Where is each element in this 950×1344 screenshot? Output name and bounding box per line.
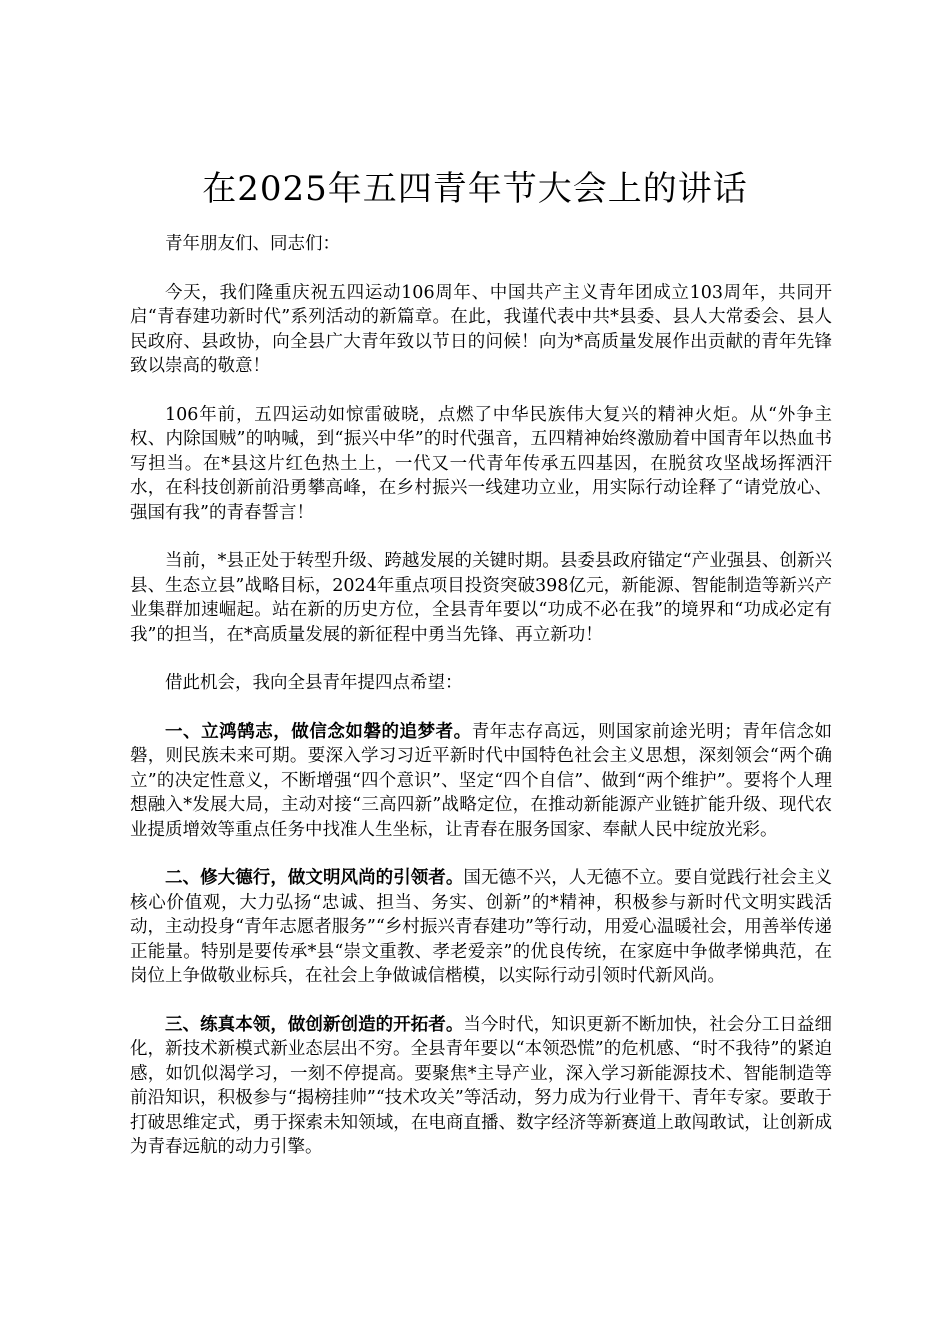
paragraph-opening bbox=[130, 281, 832, 379]
paragraph-hopes-intro bbox=[130, 671, 832, 696]
document-title: 在2025年五四青年节大会上的讲话 bbox=[202, 169, 748, 209]
paragraph-lead: 一、立鸿鹄志，做信念如磐的追梦者。 bbox=[165, 721, 472, 742]
paragraph-lead: 二、修大德行，做文明风尚的引领者。 bbox=[165, 868, 464, 888]
paragraph-text: 今天，我们隆重庆祝五四运动106周年、中国共产主义青年团成立103周年，共同开启“青春建功新时代”系列活动的新篇章。在此，我谨代表中共*县委、县人大常委会、县人民政府、县政协，向全县广大青年致以节日的问候！向为*高质量发展作出贡献的青年先锋致以崇高的敬意！ bbox=[130, 282, 832, 376]
paragraph-history bbox=[130, 403, 832, 526]
paragraph-text: 青年志存高远，则国家前途光明；青年信念如磐，则民族未来可期。要深入学习习近平新时代中国特色社会主义思想，深刻领会“两个确立”的决定性意义，不断增强“四个意识”、坚定“四个自信”、做到“两个维护”。要将个人理想融入*发展大局，主动对接“三高四新”战略定位，在推动新能源产业链扩能升级、现代农业提质增效等重点任务中找准人生坐标，让青春在服务国家、奉献人民中绽放光彩。 bbox=[130, 721, 833, 840]
paragraph-current bbox=[130, 549, 832, 647]
paragraph-hope-2 bbox=[130, 866, 832, 989]
document-body bbox=[130, 232, 832, 1184]
paragraph-text: 当今时代，知识更新不断加快，社会分工日益细化，新技术新模式新业态层出不穷。全县青年要以“本领恐慌”的危机感、“时不我待”的紧迫感，如饥似渴学习，一刻不停提高。要聚焦*主导产业，深入学习新能源技术、智能制造等前沿知识，积极参与“揭榜挂帅”“技术攻关”等活动，努力成为行业骨干、青年专家。要敢于打破思维定式，勇于探索未知领域，在电商直播、数字经济等新赛道上敢闯敢试，让创新成为青春远航的动力引擎。 bbox=[130, 1014, 833, 1157]
paragraph-hope-1 bbox=[130, 720, 832, 843]
paragraph-hope-3 bbox=[130, 1013, 832, 1160]
paragraph-text: 当前，*县正处于转型升级、跨越发展的关键时期。县委县政府锚定“产业强县、创新兴县、生态立县”战略目标，2024年重点项目投资突破398亿元，新能源、智能制造等新兴产业集群加速崛起。站在新的历史方位，全县青年要以“功成不必在我”的境界和“功成必定有我”的担当，在*高质量发展的新征程中勇当先锋、再立新功！ bbox=[130, 551, 832, 645]
paragraph-text: 借此机会，我向全县青年提四点希望： bbox=[165, 673, 463, 693]
salutation: 青年朋友们、同志们： bbox=[165, 234, 340, 254]
paragraph-text: 106年前，五四运动如惊雷破晓，点燃了中华民族伟大复兴的精神火炬。从“外争主权、内除国贼”的呐喊，到“振兴中华”的时代强音，五四精神始终激励着中国青年以热血书写担当。在*县这片红色热土上，一代又一代青年传承五四基因，在脱贫攻坚战场挥洒汗水，在科技创新前沿勇攀高峰，在乡村振兴一线建功立业，用实际行动诠释了“请党放心、强国有我”的青春誓言！ bbox=[130, 404, 832, 523]
paragraph-text: 国无德不兴，人无德不立。要自觉践行社会主义核心价值观，大力弘扬“忠诚、担当、务实、创新”的*精神，积极参与新时代文明实践活动，主动投身“青年志愿者服务”“乡村振兴青春建功”等行动，用爱心温暖社会，用善举传递正能量。特别是要传承*县“崇文重教、孝老爱亲”的优良传统，在家庭中争做孝悌典范，在岗位上争做敬业标兵，在社会上争做诚信楷模，以实际行动引领时代新风尚。 bbox=[130, 868, 833, 986]
paragraph-lead: 三、练真本领，做创新创造的开拓者。 bbox=[165, 1014, 464, 1035]
